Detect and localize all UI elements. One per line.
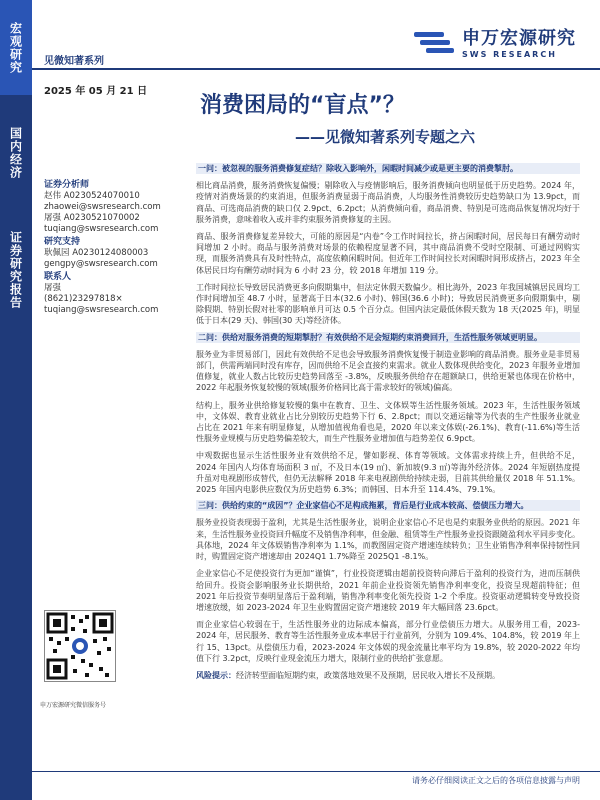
contact-email[interactable]: tuqiang@swsresearch.com xyxy=(44,305,159,315)
logo-text-cn: 申万宏源研究 xyxy=(462,28,576,49)
analyst-sidebar xyxy=(44,178,184,316)
paragraph-3: 工作时间拉长导致居民消费更多向假期集中，但法定休假天数偏少。相比海外，2023 年我国城镇居民周均工作时间增加至 48.7 小时，显著高于日本(32.6 小时)、韩国(36.6 小时)；导致居民消费更多向假期集中，剔除假期、特别长假对社零的影响单月可达 0.5 个百分点。但国内法定最低休假天数为 18 天(2025 年)，明显低于日本(29 天)、韩国(30 天)等经济体。 xyxy=(196,282,580,326)
logo-text-en: SWS RESEARCH xyxy=(462,50,557,59)
footer-divider xyxy=(32,771,600,772)
tag-domestic-economy: 国内经济 xyxy=(8,127,23,179)
paragraph-9: 而企业家信心较弱在于，生活性服务业的边际成本偏高，部分行业偿债压力增大。从服务用工看，2023-2024 年，居民服务、教育等生活性服务业成本率居于行业前列，分别为 109.4%、104.8%，较 2019 年上行 15、13pct。从偿债压力看，2023-2024 年文体娱的现金流量比率平均为 19.8%，较 2020-2022 年均值下行 3.2pct，反映行业现金流压力增大，限制行业的供给扩张意愿。 xyxy=(196,620,580,663)
analyst-email[interactable]: tuqiang@swsresearch.com xyxy=(44,224,159,234)
qr-code-icon xyxy=(44,610,116,682)
report-body xyxy=(196,158,580,681)
report-date: 2025 年 05 月 21 日 xyxy=(44,86,148,97)
paragraph-6: 中观数据也显示生活性服务业有效供给不足，譬如影视、体育等领域。文体需求持续上升，但供给不足，2024 年国内人均体育场面积 3 ㎡，不及日本(19 ㎡)、新加坡(9.3 ㎡)等海外经济体。2024 年短剧热度提升虽对电视剧形成替代，但仍无法解释 2018 年来电视剧供给持续走弱，目前其供给量仅 2018 年 51.1%。2025 年国内电影供应数仅为历史趋势 6.3%；而韩国、日本升至 114.4%、79.1%。 xyxy=(196,451,580,495)
analyst-email[interactable]: zhaowei@swsresearch.com xyxy=(44,202,161,212)
contact-phone: (8621)23297818× xyxy=(44,294,123,304)
paragraph-2: 商品、服务消费修复差异较大，可能的原因是“内卷”令工作时间拉长，挤占闲暇时间，居民每日有酬劳动时间增加 2 小时。商品与服务消费对场景的依赖程度显著不同，其中商品消费不受时空限制、可通过网购实现，而服务消费具有及时性特点，高度依赖闲暇时间。但近年工作时间拉长对闲暇时间形成挤占，2023 年全体居民日均有酬劳动时间为 6 小时 23 分，较 2018 年增加 119 分。 xyxy=(196,232,580,275)
left-sidebar-bar xyxy=(0,0,32,800)
contact-name: 屠强 xyxy=(44,283,62,293)
paragraph-7: 服务业投资表现弱于盈利，尤其是生活性服务业，说明企业家信心不足也是约束服务业供给的原因。2021 年来，生活性服务业投资回升幅度不及销售净利率，但金融、租赁等生产性服务业投资跟随盈利水平同步变化。具体地，2024 年文体娱销售净利率为 1.1%，而教图固定资产增速连续转负；卫生业销售净利率保持韧性同时，购置固定资产增速却由 2024Q1 1.7%降至 2025Q1 -8.1%。 xyxy=(196,518,580,562)
series-label: 见微知著系列 xyxy=(44,56,104,67)
qr-caption: 申万宏源研究微信服务号 xyxy=(40,702,107,709)
paragraph-5: 结构上，服务业供给修复较慢的集中在教育、卫生、文体娱等生活性服务领域。2023 年，生活性服务领域中，文体娱、教育业就业占比分别较历史趋势下行 6、2.8pct；而以交通运输等为代表的生产性服务业就业占比在 2021 年来有明显修复，从增加值视角看也是，2020 年以来文体娱(-26.1%)、教育(-11.6%)等生活性服务业规模与历史趋势偏差较大，而生产性服务业增加值与趋势差仅 6.9pct。 xyxy=(196,400,580,444)
contact-label: 联系人 xyxy=(44,272,72,282)
paragraph-4: 服务业为非贸易部门，因此有效供给不足也会导致服务消费恢复慢于制造业影响的商品消费。服务业是非贸易部门，供需两端同时没有库存，因而供给不足会直接约束需求。就业人数体现供给变化，2023 年服务业增加值修复，就业人数占比较历史趋势回落至 -3.8%，反映服务供给存在超额缺口，供给更紧也体现在价格中，2022 年起服务恢复较慢的领域(服务价格同比高于需求较好的领域)偏高。 xyxy=(196,349,580,393)
header-divider xyxy=(32,68,600,70)
assistant-label: 研究支持 xyxy=(44,237,81,247)
paragraph-1: 相比商品消费，服务消费恢复偏慢；剔除收入与疫情影响后，服务消费倾向也明显低于历史趋势。2024 年，疫情对消费场景的约束消退，但服务消费显弱于商品消费，人均服务性消费较历史趋势缺口为 13.9pct，而商品、可选商品消费的缺口仅 2.9pct、6.2pct；从消费倾向看，商品消费、特别是可选商品恢复情况均好于服务消费，意味着收入或并非约束服务消费修复的主因。 xyxy=(196,181,580,224)
report-title: 消费困局的“盲点”？ xyxy=(200,93,405,118)
risk-note xyxy=(196,670,580,681)
disclosure-footer[interactable]: 请务必仔细阅读正文之后的各项信息披露与声明 xyxy=(412,776,580,785)
risk-label: 风险提示： xyxy=(196,670,236,680)
analyst-line: 屠强 A0230521070002 xyxy=(44,213,140,223)
question-3: 三问：供给约束的“成因”？企业家信心不足构成拖累，背后是行业成本较高、偿债压力增大。 xyxy=(196,500,580,511)
logo-mark-icon xyxy=(414,30,456,54)
assistant-email[interactable]: gengpy@swsresearch.com xyxy=(44,259,158,269)
risk-text: 经济转型面临短期约束，政策落地效果不及预期，居民收入增长不及预期。 xyxy=(236,670,500,680)
question-1: 一问：被忽视的服务消费修复症结？除收入影响外，闲暇时间减少或是更主要的消费掣肘。 xyxy=(196,163,580,174)
question-2: 二问：供给对服务消费的短期掣肘？有效供给不足会短期约束消费回升，生活性服务领域更明显。 xyxy=(196,332,580,343)
assistant-line: 耿佩园 A0230124080003 xyxy=(44,248,149,258)
tag-securities-report: 证券研究报告 xyxy=(8,231,23,309)
paragraph-8: 企业家信心不足使投资行为更加“谨慎”，行业投资逻辑由超前投资转向滞后于盈利的投资行为，进而压制供给回升。投资会影响服务业长期供给，2021 年前企业投资领先销售净利率变化，投资呈现超前特征；但 2021 年后投资节奏明显落后于盈利端，销售净利率变化领先投资 1-2 个季度。投资驱动逻辑转变导致投资增速放缓，如 2023-2024 年卫生业购置固定资产增速较 2019 年大幅回落 23.6pct。 xyxy=(196,569,580,612)
tag-macro-research: 宏观研究 xyxy=(8,21,23,74)
analyst-label: 证券分析师 xyxy=(44,180,90,190)
company-logo xyxy=(414,24,576,59)
report-subtitle: ——见微知著系列专题之六 xyxy=(295,128,476,146)
analyst-line: 赵伟 A0230524070010 xyxy=(44,191,140,201)
